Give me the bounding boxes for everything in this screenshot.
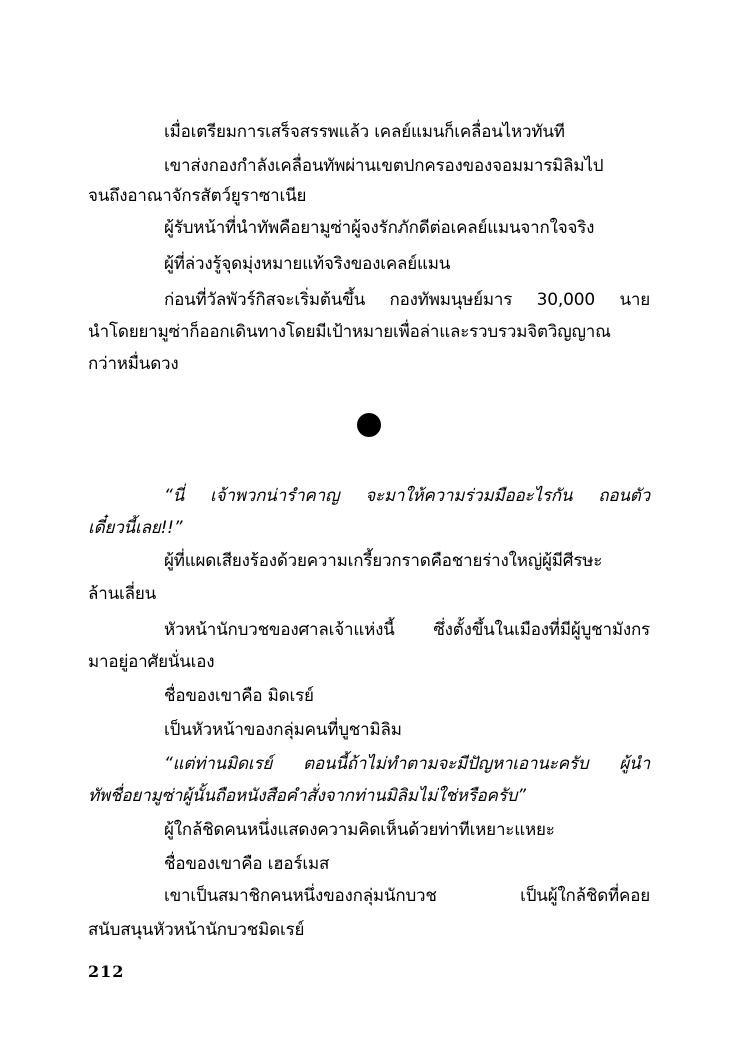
paragraph-line: นำโดยยามูซ่าก็ออกเดินทางโดยมีเป้าหมายเพื่อล่าและรวบรวมจิตวิญญาณ (88, 322, 611, 342)
paragraph-line: จนถึงอาณาจักรสัตว์ยูราซาเนีย (88, 186, 307, 206)
paragraph-line: ผู้รับหน้าที่นำทัพคือยามูซ่าผู้จงรักภักดีต่อเคลย์แมนจากใจจริง (164, 218, 595, 238)
paragraph-line: มาอยู่อาศัยนั่นเอง (88, 652, 215, 672)
paragraph-line: ก่อนที่วัลพัวร์กิสจะเริ่มต้นขึ้น กองทัพมนุษย์มาร 30,000 นาย (164, 290, 650, 310)
dialogue-line: “แต่ท่านมิดเรย์ ตอนนี้ถ้าไม่ทำตามจะมีปัญหาเอานะครับ ผู้นำ (164, 754, 650, 774)
paragraph-line: ผู้ที่ล่วงรู้จุดมุ่งหมายแท้จริงของเคลย์แมน (164, 254, 451, 274)
dialogue-line: ทัพชื่อยามูซ่าผู้นั้นถือหนังสือคำสั่งจากท่านมิลิมไม่ใช่หรือครับ” (88, 786, 526, 806)
dialogue-line: เดี๋ยวนี้เลย!!” (88, 518, 183, 538)
paragraph-line: กว่าหมื่นดวง (88, 354, 179, 374)
page-number: 212 (88, 962, 125, 981)
paragraph-line: เขาเป็นสมาชิกคนหนึ่งของกลุ่มนักบวช เป็นผู้ใกล้ชิดที่คอย (164, 886, 650, 906)
paragraph-line: เป็นหัวหน้าของกลุ่มคนที่บูชามิลิม (164, 720, 402, 740)
dialogue-line: “นี่ เจ้าพวกน่ารำคาญ จะมาให้ความร่วมมืออะไรกัน ถอนตัว (164, 486, 650, 506)
paragraph-line: ล้านเลี่ยน (88, 584, 156, 604)
paragraph-line: เขาส่งกองกำลังเคลื่อนทัพผ่านเขตปกครองของจอมมารมิลิมไป (164, 156, 604, 176)
paragraph-line: ชื่อของเขาคือ มิดเรย์ (164, 686, 314, 706)
paragraph-line: ผู้ที่แผดเสียงร้องด้วยความเกรี้ยวกราดคือชายร่างใหญ่ผู้มีศีรษะ (164, 551, 603, 571)
paragraph-line: สนับสนุนหัวหน้านักบวชมิดเรย์ (88, 920, 305, 940)
scene-break-dot (357, 413, 381, 437)
paragraph-line: เมื่อเตรียมการเสร็จสรรพแล้ว เคลย์แมนก็เคลื่อนไหวทันที (164, 122, 565, 142)
paragraph-line: หัวหน้านักบวชของศาลเจ้าแห่งนี้ ซึ่งตั้งขึ้นในเมืองที่มีผู้บูชามังกร (164, 620, 650, 640)
paragraph-line: ผู้ใกล้ชิดคนหนึ่งแสดงความคิดเห็นด้วยท่าทีเหยาะแหยะ (164, 820, 555, 840)
paragraph-line: ชื่อของเขาคือ เฮอร์เมส (164, 854, 330, 874)
